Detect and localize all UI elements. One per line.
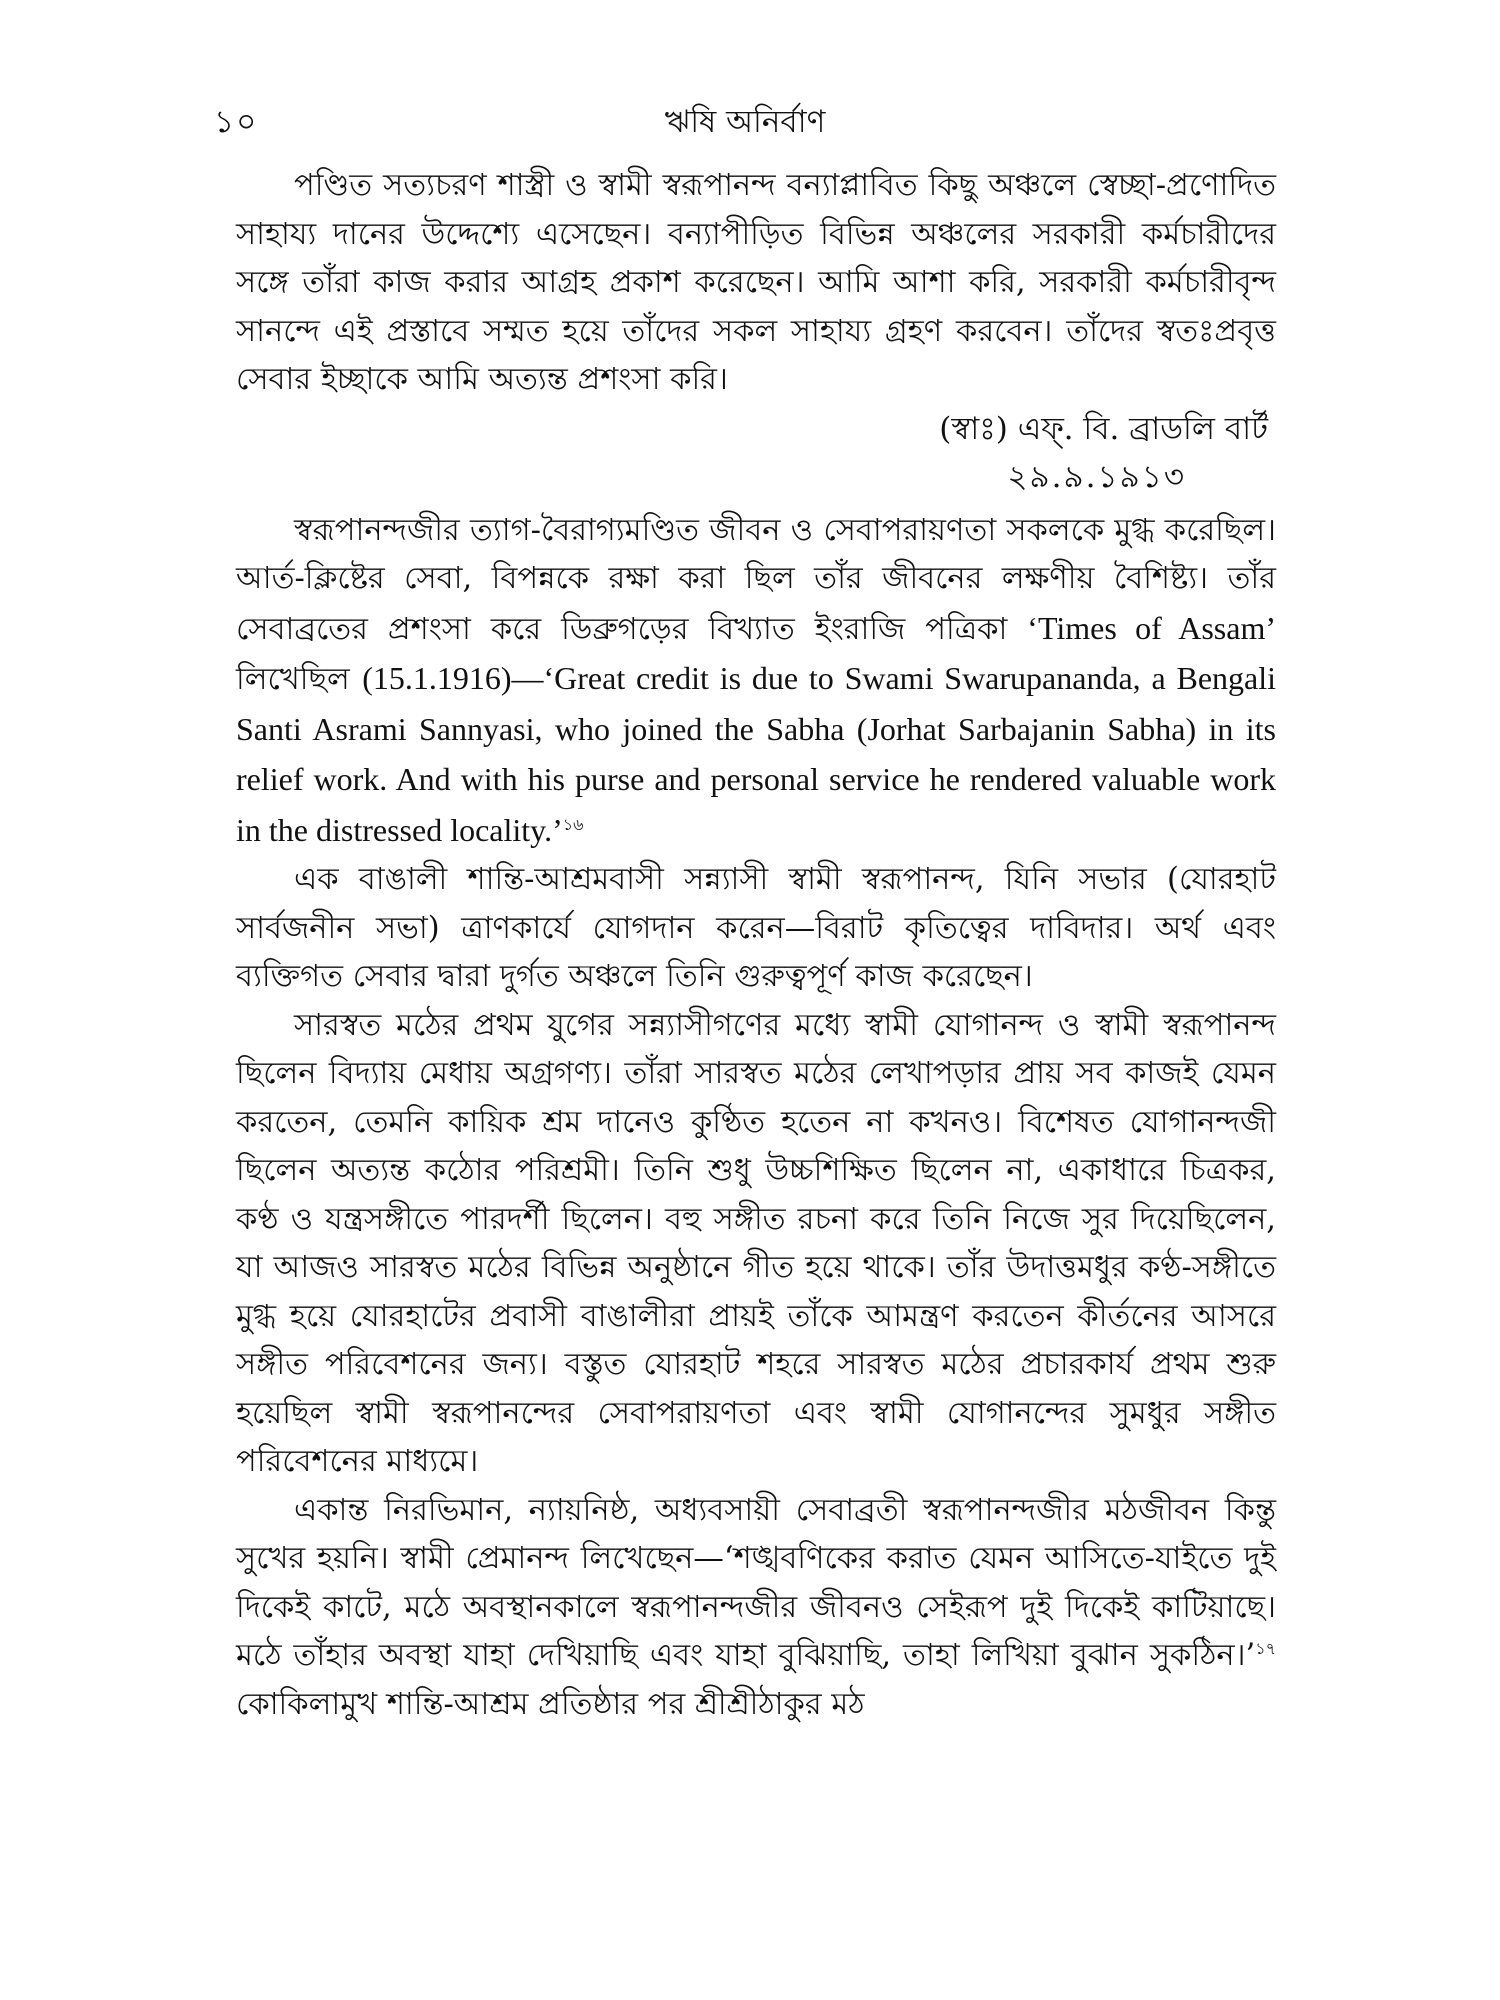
paragraph-3: এক বাঙালী শান্তি-আশ্রমবাসী সন্ন্যাসী স্বামী স্বরূপানন্দ, যিনি সভার (যোরহাট সার্বজনীন সভা) ত্রাণকার্যে যোগদান করেন—বিরাট কৃতিত্বের দাবিদার। অর্থ এবং ব্যক্তিগত সেবার দ্বারা দুর্গত অঞ্চলে তিনি গুরুত্বপূর্ণ কাজ করেছেন। (236, 862, 1276, 994)
english-quote: (15.1.1916)—‘Great credit is due to Swami Swarupananda, a Bengali Santi Asrami Sannyasi, who joined the Sabha (Jorhat Sarbajanin Sabha) in its relief work. And with his purse and personal service he rendered valuable work in the distressed locality.’ (236, 660, 1276, 848)
paragraph-5-tail: কোকিলামুখ শান্তি-আশ্রম প্রতিষ্ঠার পর শ্রীশ্রীঠাকুর মঠ (236, 1686, 865, 1722)
paragraph-5 (236, 1487, 1276, 1730)
newspaper-name: ‘Times of Assam’ (1027, 609, 1276, 646)
page-number: ১০ (214, 104, 259, 140)
paragraph-4: সারস্বত মঠের প্রথম যুগের সন্ন্যাসীগণের মধ্যে স্বামী যোগানন্দ ও স্বামী স্বরূপানন্দ ছিলেন বিদ্যায় মেধায় অগ্রগণ্য। তাঁরা সারস্বত মঠের লেখাপড়ার প্রায় সব কাজই যেমন করতেন, তেমনি কায়িক শ্রম দানেও কুণ্ঠিত হতেন না কখনও। বিশেষত যোগানন্দজী ছিলেন অত্যন্ত কঠোর পরিশ্রমী। তিনি শুধু উচ্চশিক্ষিত ছিলেন না, একাধারে চিত্রকর, কণ্ঠ ও যন্ত্রসঙ্গীতে পারদর্শী ছিলেন। বহু সঙ্গীত রচনা করে তিনি নিজে সুর দিয়েছিলেন, যা আজও সারস্বত মঠের বিভিন্ন অনুষ্ঠানে গীত হয়ে থাকে। তাঁর উদাত্তমধুর কণ্ঠ-সঙ্গীতে মুগ্ধ হয়ে যোরহাটের প্রবাসী বাঙালীরা প্রায়ই তাঁকে আমন্ত্রণ করতেন কীর্তনের আসরে সঙ্গীত পরিবেশনের জন্য। বস্তুত যোরহাট শহরে সারস্বত মঠের প্রচারকার্য প্রথম শুরু হয়েছিল স্বামী স্বরূপানন্দের সেবাপরায়ণতা এবং স্বামী যোগানন্দের সুমধুর সঙ্গীত পরিবেশনের মাধ্যমে। (236, 1007, 1276, 1479)
paragraph-2 (236, 507, 1276, 857)
page-header (214, 98, 1276, 138)
signature-name: (স্বাঃ) এফ্. বি. ব্রাডলি বার্ট (939, 410, 1268, 447)
footnote-marker-16: ১৬ (562, 814, 584, 834)
page-body (236, 162, 1276, 1729)
paragraph-5-text: একান্ত নিরভিমান, ন্যায়নিষ্ঠ, অধ্যবসায়ী সেবাব্রতী স্বরূপানন্দজীর মঠজীবন কিন্তু সুখের হয়নি। স্বামী প্রেমানন্দ লিখেছেন—‘শঙ্খবণিকের করাত যেমন আসিতে-যাইতে দুই দিকেই কাটে, মঠে অবস্থানকালে স্বরূপানন্দজীর জীবনও সেইরূপ দুই দিকেই কাটিয়াছে। মঠে তাঁহার অবস্থা যাহা দেখিয়াছি এবং যাহা বুঝিয়াছি, তাহা লিখিয়া বুঝান সুকঠিন।’ (236, 1492, 1276, 1673)
paragraph-2-bengali: স্বরূপানন্দজীর ত্যাগ-বৈরাগ্যমণ্ডিত জীবন ও সেবাপরায়ণতা সকলকে মুগ্ধ করেছিল। আর্ত-ক্লিষ্টের সেবা, বিপন্নকে রক্ষা করা ছিল তাঁর জীবনের লক্ষণীয় বৈশিষ্ট্য। তাঁর সেবাব্রতের প্রশংসা করে ডিব্রুগড়ের বিখ্যাত ইংরাজি পত্রিকা (236, 512, 1276, 647)
signature-date: ২৯.৯.১৯১৩ (1007, 458, 1186, 495)
running-title: ঋষি অনির্বাণ (664, 104, 826, 140)
footnote-marker-17: ১৭ (1255, 1638, 1276, 1658)
paragraph-1: পণ্ডিত সত্যচরণ শাস্ত্রী ও স্বামী স্বরূপানন্দ বন্যাপ্লাবিত কিছু অঞ্চলে স্বেচ্ছা-প্রণোদিত সাহায্য দানের উদ্দেশ্যে এসেছেন। বন্যাপীড়িত বিভিন্ন অঞ্চলের সরকারী কর্মচারীদের সঙ্গে তাঁরা কাজ করার আগ্রহ প্রকাশ করেছেন। আমি আশা করি, সরকারী কর্মচারীবৃন্দ সানন্দে এই প্রস্তাবে সম্মত হয়ে তাঁদের সকল সাহায্য গ্রহণ করবেন। তাঁদের স্বতঃপ্রবৃত্ত সেবার ইচ্ছাকে আমি অত্যন্ত প্রশংসা করি। (236, 168, 1276, 397)
paragraph-2-bengali-verb: লিখেছিল (236, 662, 350, 697)
